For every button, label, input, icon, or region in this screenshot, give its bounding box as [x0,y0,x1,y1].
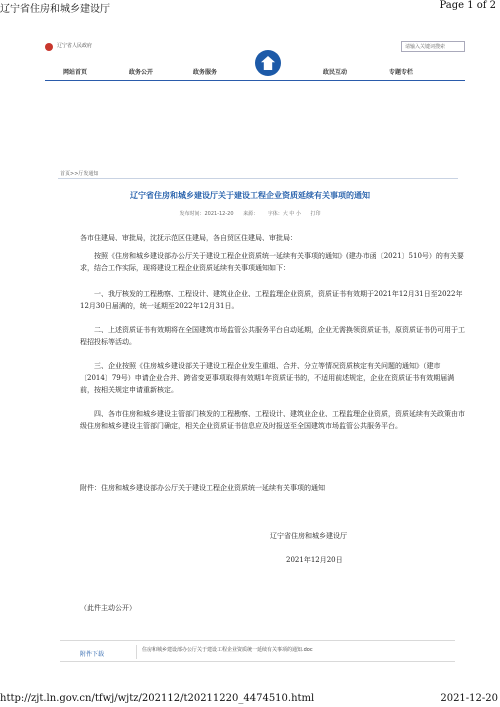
print-footer [0,693,500,707]
font-size-control[interactable]: 字体：大 中 小 [267,211,301,217]
print-url: http://zjt.ln.gov.cn/tfwj/wjtz/202112/t20211220_4474510.html [0,693,315,704]
print-link[interactable]: 打印 [310,211,321,217]
gov-portal-link[interactable]: 辽宁省人民政府 [57,43,93,49]
article-paragraph: 一、我厅核发的工程勘察、工程设计、建筑业企业、工程监理企业资质，资质证书有效期于2021年12月31日至2022年12月30日届满的，统一延期至2022年12月31日。 [80,290,463,310]
attachment-reference: 附件：住房和城乡建设部办公厅关于建设工程企业资质统一延续有关事项的通知 [80,484,325,492]
search-input[interactable]: 请输入关键词搜索 [401,41,465,52]
nav-divider [45,80,465,81]
article-paragraph: 按照《住房和城乡建设部办公厅关于建设工程企业资质统一延续有关事项的通知》(建办市函〔2021〕510号）的有关要求，结合工作实际，现将建设工程企业资质延续有关事项通知如下： [80,252,464,272]
main-nav [45,65,465,77]
public-note: （此件主动公开） [80,604,136,612]
article-meta [0,210,500,217]
print-page-count: Page 1 of 2 [439,0,496,11]
attachment-bar [60,640,455,662]
nav-item-services[interactable]: 政务服务 [193,69,218,76]
article-paragraph: 四、各市住房和城乡建设主管部门核发的工程勘察、工程设计、建筑业企业、工程监理企业资质，资质延续有关政策由市级住房和城乡建设主管部门确定，相关企业资质证书信息应及时报送至全国建筑市场监管公共服务平台。 [80,410,465,430]
article-title: 辽宁省住房和城乡建设厅关于建设工程企业资质延续有关事项的通知 [130,191,370,200]
attachment-file-link[interactable]: 住房和城乡建设部办公厅关于建设工程企业资质统一延续有关事项的通知.doc [142,647,313,653]
nav-item-home[interactable]: 网站首页 [63,69,88,76]
print-header [0,0,500,14]
article-paragraph: 各市住建局、审批局，沈抚示范区住建局，各自贸区住建局、审批局： [80,234,297,242]
source-label: 来源： [243,211,259,217]
publish-date: 发布时间：2021-12-20 [179,211,234,217]
article-paragraph: 二、上述资质证书有效期将在全国建筑市场监管公共服务平台自动延期，企业无需换领资质证书，原资质证书仍可用于工程招投标等活动。 [80,326,465,346]
signature-org: 辽宁省住房和城乡建设厅 [270,532,347,540]
attachment-divider [136,645,137,659]
site-top-bar [45,40,465,56]
print-site-title: 辽宁省住房和城乡建设厅 [0,4,110,15]
signature-date: 2021年12月20日 [286,556,343,564]
nav-item-interaction[interactable]: 政民互动 [323,69,348,76]
print-date: 2021-12-20 [440,693,498,704]
breadcrumb-divider [58,178,458,179]
nav-item-gov-affairs[interactable]: 政务公开 [129,69,154,76]
national-emblem-icon [45,43,53,51]
breadcrumb[interactable]: 首页>>厅发通知 [60,171,99,177]
nav-item-topics[interactable]: 专题专栏 [389,69,414,76]
article-paragraph: 三、企业按照《住房城乡建设部关于建设工程企业发生重组、合并、分立等情况资质核定有关问题的通知》（建市〔2014〕79号）申请企业合并、跨省变更事项取得有效期1年资质证书的，不适用前述规定，企业在资质证书有效期届满前，按相关规定申请重新核定。 [80,362,455,394]
attachment-download-label: 附件下载 [80,651,105,658]
